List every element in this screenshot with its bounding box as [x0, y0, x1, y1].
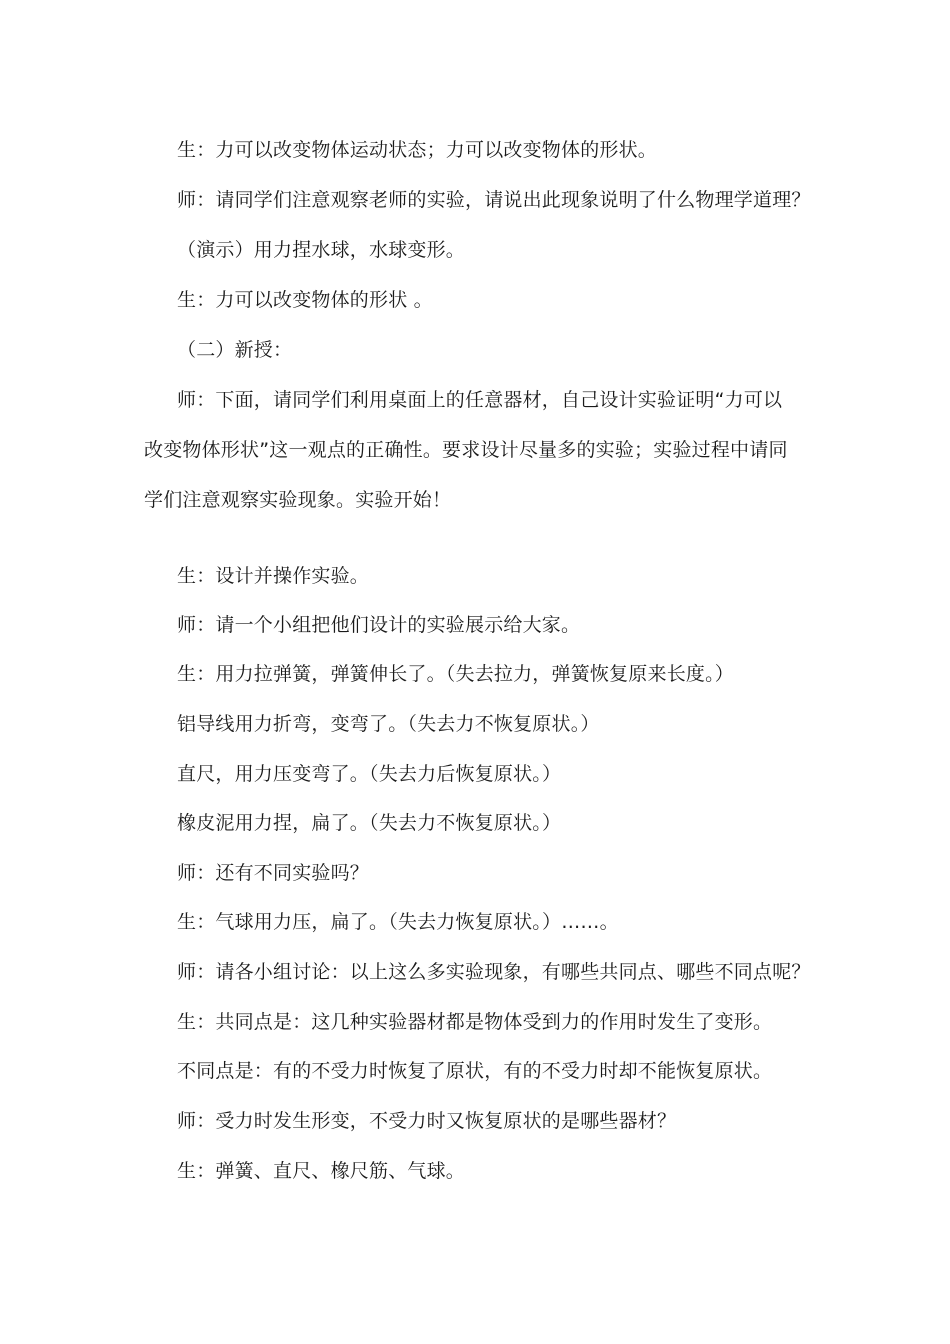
paragraph-common-points: 生：共同点是：这几种实验器材都是物体受到力的作用时发生了变形。 — [177, 1011, 773, 1033]
paragraph-student-spring: 生：用力拉弹簧，弹簧伸长了。（失去拉力，弹簧恢复原来长度。） — [177, 663, 735, 685]
paragraph-teacher-question-2: 师：还有不同实验吗？ — [177, 862, 370, 884]
paragraph-teacher-instruction-line-3: 学们注意观察实验现象。实验开始！ — [144, 489, 452, 511]
paragraph-balloon: 生：气球用力压，扁了。（失去力恢复原状。）……。 — [177, 911, 619, 933]
paragraph-teacher-instruction-line-2: 改变物体形状”这一观点的正确性。要求设计尽量多的实验；实验过程中请同 — [144, 439, 788, 461]
paragraph-student-answer-2: 生：力可以改变物体的形状 。 — [177, 289, 433, 311]
paragraph-aluminum-wire: 铝导线用力折弯，变弯了。（失去力不恢复原状。） — [177, 713, 600, 735]
paragraph-teacher-question-3: 师：受力时发生形变，不受力时又恢复原状的是哪些器材？ — [177, 1110, 677, 1132]
paragraph-plasticine: 橡皮泥用力捏，扁了。（失去力不恢复原状。） — [177, 812, 562, 834]
paragraph-teacher-request: 师：请一个小组把他们设计的实验展示给大家。 — [177, 614, 581, 636]
paragraph-student-action: 生：设计并操作实验。 — [177, 565, 370, 587]
section-heading-new-lesson: （二）新授： — [177, 339, 293, 361]
paragraph-demonstration: （演示）用力捏水球，水球变形。 — [177, 239, 466, 261]
paragraph-teacher-instruction-line-1: 师：下面，请同学们利用桌面上的任意器材，自己设计实验证明“力可以 — [177, 389, 783, 411]
paragraph-teacher-question-1: 师：请同学们注意观察老师的实验，请说出此现象说明了什么物理学道理？ — [177, 189, 811, 211]
paragraph-teacher-discussion: 师：请各小组讨论：以上这么多实验现象，有哪些共同点、哪些不同点呢？ — [177, 961, 811, 983]
paragraph-different-points: 不同点是：有的不受力时恢复了原状，有的不受力时却不能恢复原状。 — [177, 1060, 773, 1082]
paragraph-student-answer-3: 生：弹簧、直尺、橡尺筋、气球。 — [177, 1160, 466, 1182]
paragraph-ruler: 直尺，用力压变弯了。（失去力后恢复原状。） — [177, 763, 562, 785]
paragraph-student-answer-1: 生：力可以改变物体运动状态；力可以改变物体的形状。 — [177, 139, 658, 161]
